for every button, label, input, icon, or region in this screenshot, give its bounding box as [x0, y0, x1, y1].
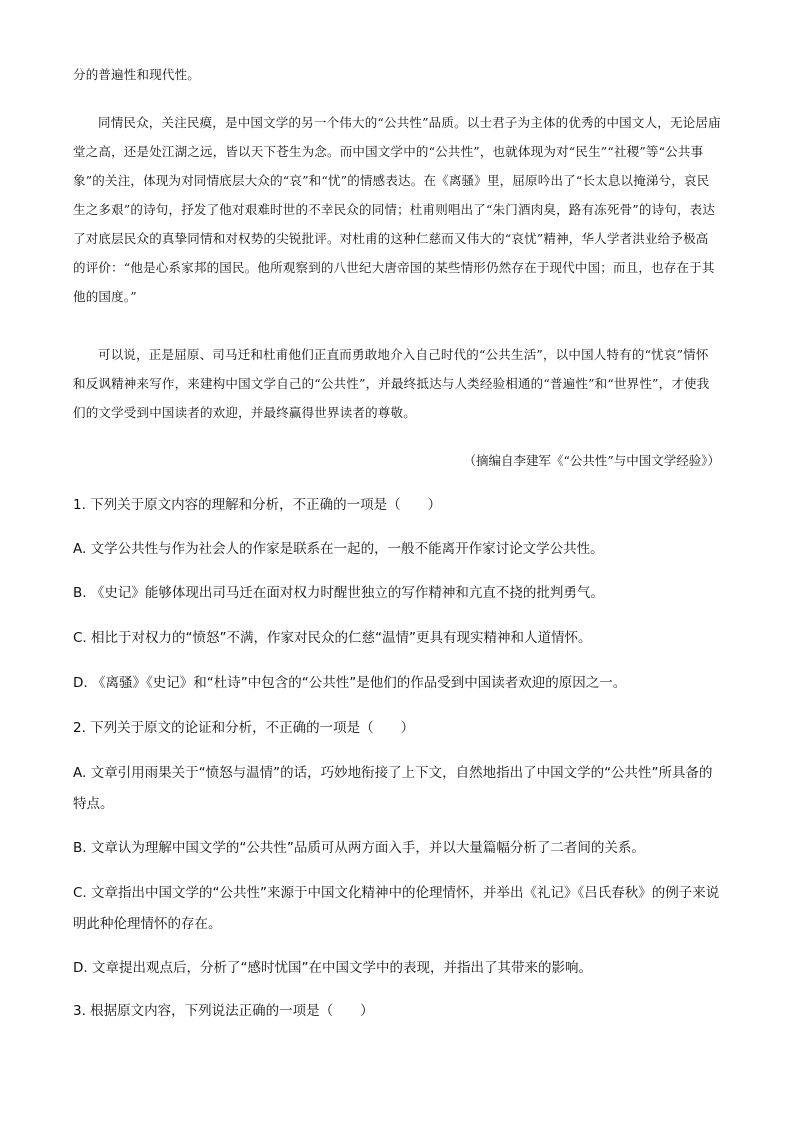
question-1-option-d: D. 《离骚》《史记》和“杜诗”中包含的“公共性”是他们的作品受到中国读者欢迎的原因之一。	[73, 675, 627, 691]
question-2: 2. 下列关于原文的论证和分析，不正确的一项是（ ）	[73, 720, 415, 736]
passage-source: （摘编自李建军《“公共性”与中国文学经验》）	[463, 453, 720, 468]
question-1-option-c: C. 相比于对权力的“愤怒”不满，作家对民众的仁慈“温情”更具有现实精神和人道情怀。	[73, 630, 592, 646]
passage-paragraph-2: 同情民众，关注民瘼，是中国文学的另一个伟大的“公共性”品质。以士君子为主体的优秀的中国文人，无论居庙堂之高，还是处江湖之远，皆以天下苍生为念。而中国文学中的“公共性”，也就体现为对“民生”“社稷”等“公共事象”的关注，体现为对同情底层大众的“哀”和“忧”的情感表达。在《离骚》里，屈原吟出了“长太息以掩涕兮，哀民生之多艰”的诗句，抒发了他对艰难时世的不幸民众的同情；杜甫则唱出了“朱门酒肉臭，路有冻死骨”的诗句，表达了对底层民众的真挚同情和对权势的尖锐批评。对杜甫的这种仁慈而又伟大的“哀忧”精神，华人学者洪业给予极高的评价：“他是心系家邦的国民。他所观察到的八世纪大唐帝国的某些情形仍然存在于现代中国；而且，也存在于其他的国度。”	[73, 115, 721, 304]
question-1: 1. 下列关于原文内容的理解和分析，不正确的一项是（ ）	[73, 497, 442, 513]
question-2-option-d: D. 文章提出观点后，分析了“感时忧国”在中国文学中的表现，并指出了其带来的影响。	[73, 960, 592, 976]
question-1-option-b: B. 《史记》能够体现出司马迁在面对权力时醒世独立的写作精神和亢直不挠的批判勇气。	[73, 585, 604, 601]
question-2-option-b: B. 文章认为理解中国文学的“公共性”品质可从两方面入手，并以大量篇幅分析了二者间的关系。	[73, 840, 645, 856]
question-3: 3. 根据原文内容，下列说法正确的一项是（ ）	[73, 1003, 374, 1019]
passage-paragraph-3: 可以说，正是屈原、司马迁和杜甫他们正直而勇敢地介入自己时代的“公共生活”，以中国人特有的“忧哀”情怀和反讽精神来写作，来建构中国文学自己的“公共性”，并最终抵达与人类经验相通的“普遍性”和“世界性”，才使我们的文学受到中国读者的欢迎，并最终赢得世界读者的尊敬。	[73, 347, 710, 420]
question-1-option-a: A. 文学公共性与作为社会人的作家是联系在一起的，一般不能离开作家讨论文学公共性。	[73, 541, 604, 557]
question-2-option-c: C. 文章指出中国文学的“公共性”来源于中国文化精神中的伦理情怀，并举出《礼记》《吕氏春秋》的例子来说明此种伦理情怀的存在。	[73, 885, 720, 932]
passage-paragraph-1: 分的普遍性和现代性。	[73, 67, 201, 82]
question-2-option-a: A. 文章引用雨果关于“愤怒与温情”的话，巧妙地衔接了上下文，自然地指出了中国文学的“公共性”所具备的特点。	[73, 765, 713, 812]
